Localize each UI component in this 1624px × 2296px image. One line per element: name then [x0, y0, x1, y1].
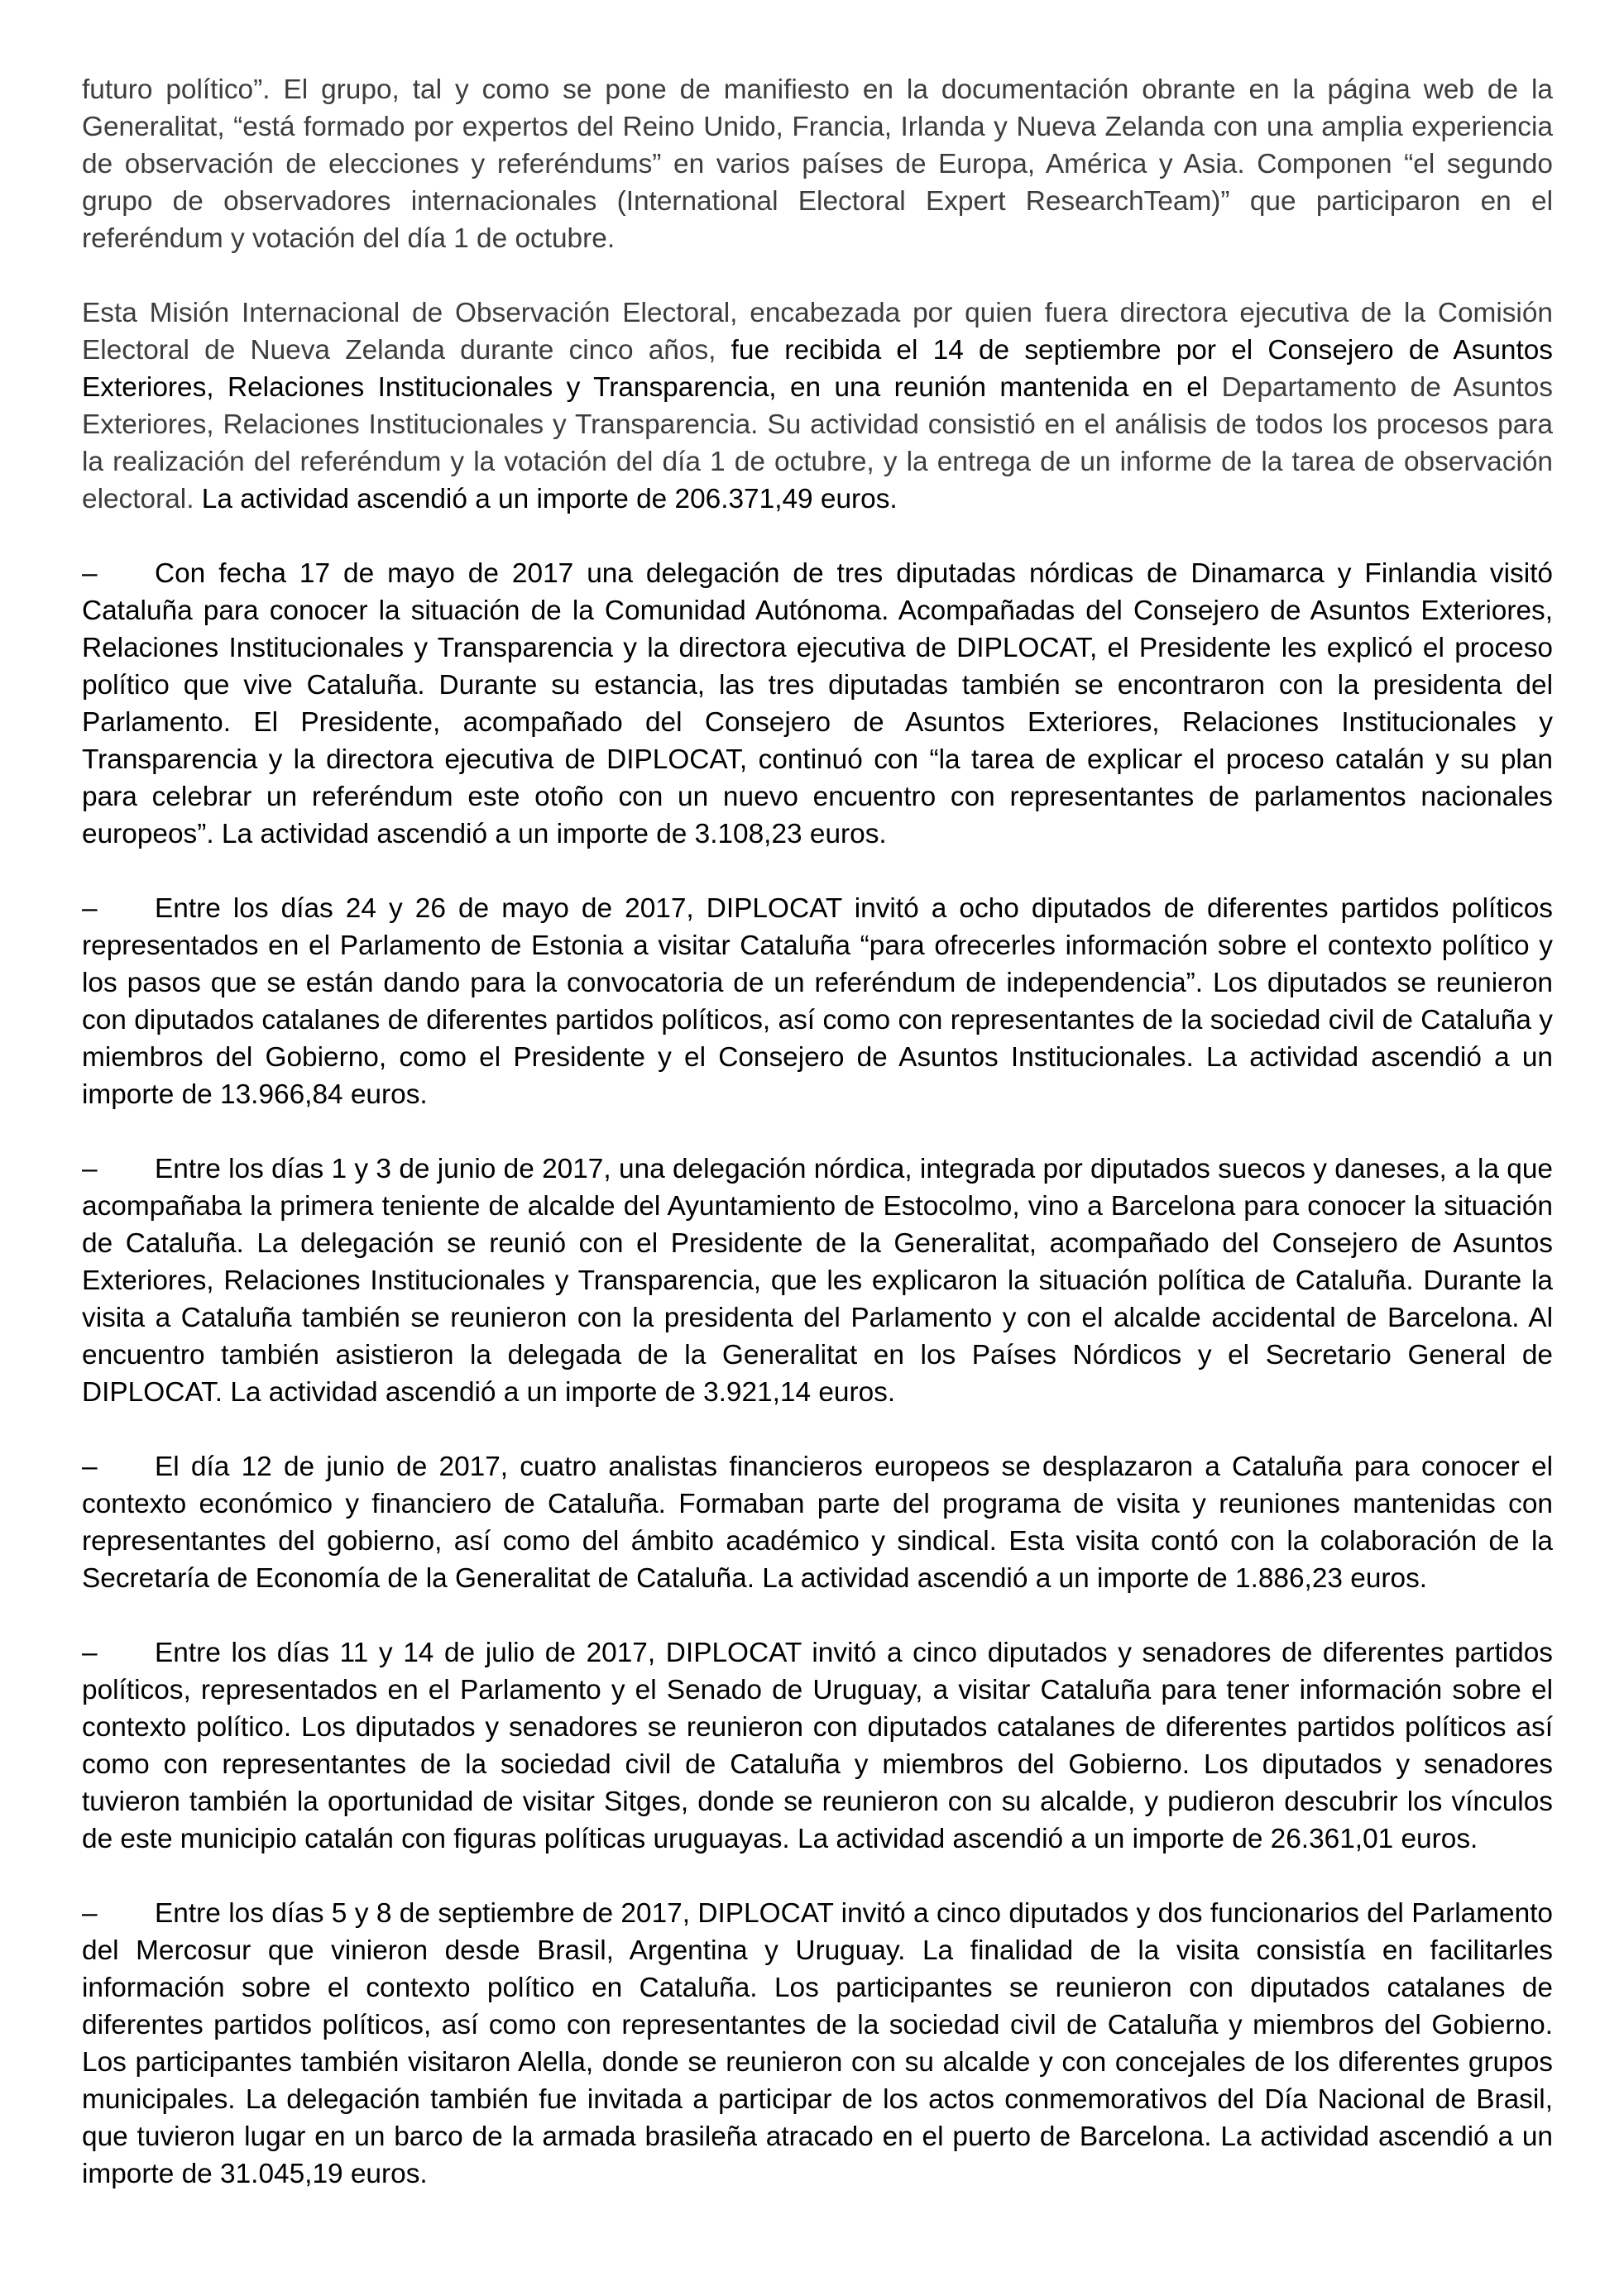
document-page	[82, 71, 1553, 2193]
list-item-text: Con fecha 17 de mayo de 2017 una delegación de tres diputadas nórdicas de Dinamarca y Finlandia visitó Cataluña para conocer la situación de la Comunidad Autónoma. Acompañadas del Consejero de Asuntos Exteriores, Relaciones Institucionales y Transparencia y la directora ejecutiva de DIPLOCAT, el Presidente les explicó el proceso político que vive Cataluña. Durante su estancia, las tres diputadas también se encontraron con la presidenta del Parlamento. El Presidente, acompañado del Consejero de Asuntos Exteriores, Relaciones Institucionales y Transparencia y la directora ejecutiva de DIPLOCAT, continuó con “la tarea de explicar el proceso catalán y su plan para celebrar un referéndum este otoño con un nuevo encuentro con representantes de parlamentos nacionales europeos”. La actividad ascendió a un importe de 3.108,23 euros.	[82, 558, 1553, 849]
list-bullet: –	[82, 558, 98, 589]
list-item-text: Entre los días 5 y 8 de septiembre de 2017, DIPLOCAT invitó a cinco diputados y dos funcionarios del Parlamento del Mercosur que vinieron desde Brasil, Argentina y Uruguay. La finalidad de la visita consistía en facilitarles información sobre el contexto político en Cataluña. Los participantes se reunieron con diputados catalanes de diferentes partidos políticos, así como con representantes de la sociedad civil de Cataluña y miembros del Gobierno. Los participantes también visitaron Alella, donde se reunieron con su alcalde y con concejales de los diferentes grupos municipales. La delegación también fue invitada a participar de los actos conmemorativos del Día Nacional de Brasil, que tuvieron lugar en un barco de la armada brasileña atracado en el puerto de Barcelona. La actividad ascendió a un importe de 31.045,19 euros.	[82, 1898, 1553, 2189]
paragraph-text-part: Esta Misión Internacional de Observación Electoral, encabezada por quien fuera directora ejecutiva de la Comisión Electoral de Nueva Zelanda durante cinco años,	[82, 298, 1553, 366]
paragraph-text-part: fue recibida el 14 de septiembre por el Consejero de Asuntos Exteriores, Relaciones Institucionales y Transparencia, en una reunión mantenida en el	[82, 335, 1553, 403]
list-bullet: –	[82, 893, 98, 924]
list-item-mercosur-deputies	[82, 1895, 1553, 2193]
paragraph-text-part: Departamento de Asuntos Exteriores, Relaciones Institucionales y Transparencia. Su actividad consistió en el análisis de todos los procesos para la realización del referéndum y la votación del día 1 de octubre, y la entrega de un informe de la tarea de observación electoral.	[82, 372, 1553, 514]
list-item-nordic-delegation	[82, 1150, 1553, 1411]
list-item-text: El día 12 de junio de 2017, cuatro analistas financieros europeos se desplazaron a Cataluña para conocer el contexto económico y financiero de Cataluña. Formaban parte del programa de visita y reuniones mantenidas con representantes del gobierno, así como del ámbito académico y sindical. Esta visita contó con la colaboración de la Secretaría de Economía de la Generalitat de Cataluña. La actividad ascendió a un importe de 1.886,23 euros.	[82, 1452, 1553, 1594]
list-item-nordic-deputies	[82, 555, 1553, 853]
list-bullet: –	[82, 1452, 98, 1482]
list-bullet: –	[82, 1638, 98, 1668]
list-item-estonia-deputies	[82, 890, 1553, 1113]
list-item-text: Entre los días 24 y 26 de mayo de 2017, DIPLOCAT invitó a ocho diputados de diferentes partidos políticos representados en el Parlamento de Estonia a visitar Cataluña “para ofrecerles información sobre el contexto político y los pasos que se están dando para la convocatoria de un referéndum de independencia”. Los diputados se reunieron con diputados catalanes de diferentes partidos políticos, así como con representantes de la sociedad civil de Cataluña y miembros del Gobierno, como el Presidente y el Consejero de Asuntos Institucionales. La actividad ascendió a un importe de 13.966,84 euros.	[82, 893, 1553, 1110]
paragraph-observers-group	[82, 71, 1553, 257]
list-bullet: –	[82, 1898, 98, 1929]
list-item-text: Entre los días 11 y 14 de julio de 2017, DIPLOCAT invitó a cinco diputados y senadores de diferentes partidos políticos, representados en el Parlamento y el Senado de Uruguay, a visitar Cataluña para tener información sobre el contexto político. Los diputados y senadores se reunieron con diputados catalanes de diferentes partidos políticos así como con representantes de la sociedad civil de Cataluña y miembros del Gobierno. Los diputados y senadores tuvieron también la oportunidad de visitar Sitges, donde se reunieron con su alcalde, y pudieron descubrir los vínculos de este municipio catalán con figuras políticas uruguayas. La actividad ascendió a un importe de 26.361,01 euros.	[82, 1638, 1553, 1854]
list-item-financial-analysts	[82, 1448, 1553, 1597]
paragraph-observation-mission	[82, 294, 1553, 518]
list-item-text: Entre los días 1 y 3 de junio de 2017, una delegación nórdica, integrada por diputados suecos y daneses, a la que acompañaba la primera teniente de alcalde del Ayuntamiento de Estocolmo, vino a Barcelona para conocer la situación de Cataluña. La delegación se reunió con el Presidente de la Generalitat, acompañado del Consejero de Asuntos Exteriores, Relaciones Institucionales y Transparencia, que les explicaron la situación política de Cataluña. Durante la visita a Cataluña también se reunieron con la presidenta del Parlamento y con el alcalde accidental de Barcelona. Al encuentro también asistieron la delegada de la Generalitat en los Países Nórdicos y el Secretario General de DIPLOCAT. La actividad ascendió a un importe de 3.921,14 euros.	[82, 1154, 1553, 1408]
list-bullet: –	[82, 1154, 98, 1184]
paragraph-text: futuro político”. El grupo, tal y como se pone de manifiesto en la documentación obrante en la página web de la Generalitat, “está formado por expertos del Reino Unido, Francia, Irlanda y Nueva Zelanda con una amplia experiencia de observación de elecciones y referéndums” en varios países de Europa, América y Asia. Componen “el segundo grupo de observadores internacionales (International Electoral Expert ResearchTeam)” que participaron en el referéndum y votación del día 1 de octubre.	[82, 74, 1553, 254]
paragraph-text-part: La actividad ascendió a un importe de 206.371,49 euros.	[194, 484, 898, 514]
list-item-uruguay-deputies	[82, 1634, 1553, 1858]
